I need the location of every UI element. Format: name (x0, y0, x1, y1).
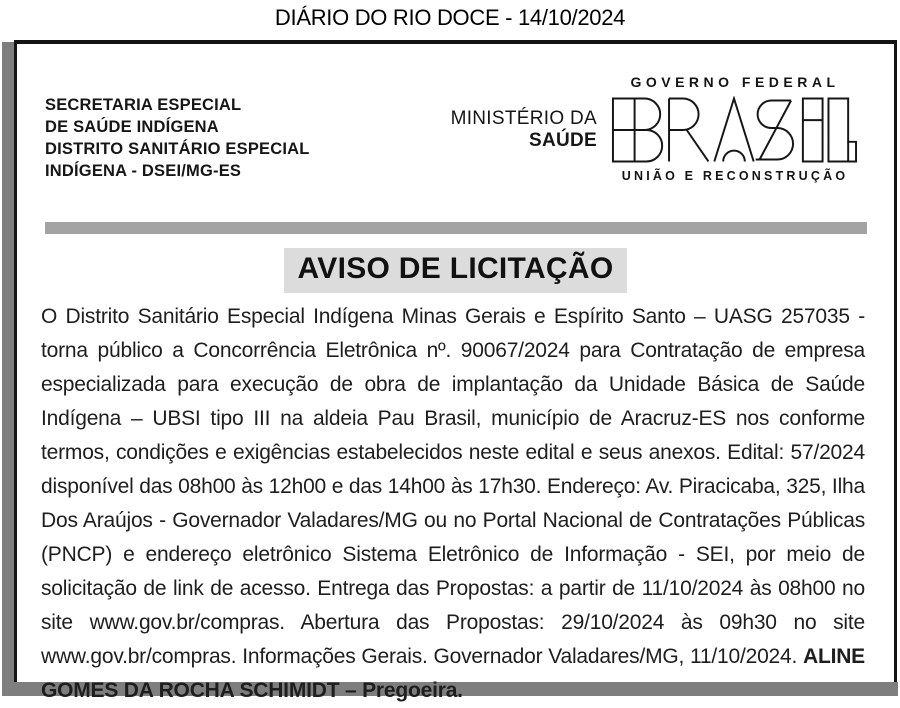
ministry-line-1: MINISTÉRIO DA (450, 108, 597, 129)
ministry-line-2: SAÚDE (528, 130, 597, 151)
notice-box (14, 40, 897, 702)
agency-line: DISTRITO SANITÁRIO ESPECIAL (45, 140, 310, 158)
notice-signature: ALINE GOMES DA ROCHA SCHIMIDT – Pregoeira. (41, 645, 865, 702)
notice-body-text: O Distrito Sanitário Especial Indígena Minas Gerais e Espírito Santo – UASG 257035 - torna público a Concorrência Eletrônica nº. 90067/2024 para Contratação de empresa especializada para execução de obra de implantação da Unidade Básica de Saúde Indígena – UBSI tipo III na aldeia Pau Brasil, município de Aracruz-ES nos conforme termos, condições e exigências estabelecidos neste edital e seus anexos. Edital: 57/2024 disponível das 08h00 às 12h00 e das 14h00 às 17h30. Endereço: Av. Piracicaba, 325, Ilha Dos Araújos - Governador Valadares/MG ou no Portal Nacional de Contratações Públicas (PNCP) e endereço eletrônico Sistema Eletrônico de Informação - SEI, por meio de solicitação de link de acesso. Entrega das Propostas: a partir de 11/10/2024 às 08h00 no site www.gov.br/compras. Abertura das Propostas: 29/10/2024 às 09h30 no site www.gov.br/compras. Informações Gerais. Governador Valadares/MG, 11/10/2024. (41, 305, 865, 668)
agency-block (45, 94, 310, 182)
governo-federal-label: GOVERNO FEDERAL (630, 74, 840, 90)
governo-federal-logo (610, 74, 860, 183)
title-row (17, 248, 894, 293)
notice-title: AVISO DE LICITAÇÃO (284, 248, 628, 293)
agency-line: INDÍGENA - DSEI/MG-ES (45, 162, 242, 180)
divider-bar (45, 222, 867, 234)
masthead-title: DIÁRIO DO RIO DOCE - 14/10/2024 (274, 5, 626, 30)
brasil-wordmark-icon (610, 96, 858, 164)
notice-body (41, 300, 865, 708)
agency-line: DE SAÚDE INDÍGENA (45, 118, 219, 136)
ministry-block (417, 108, 597, 152)
uniao-reconstrucao-label: UNIÃO E RECONSTRUÇÃO (621, 169, 849, 183)
box-shadow-left (2, 42, 14, 696)
agency-line: SECRETARIA ESPECIAL (45, 96, 242, 114)
